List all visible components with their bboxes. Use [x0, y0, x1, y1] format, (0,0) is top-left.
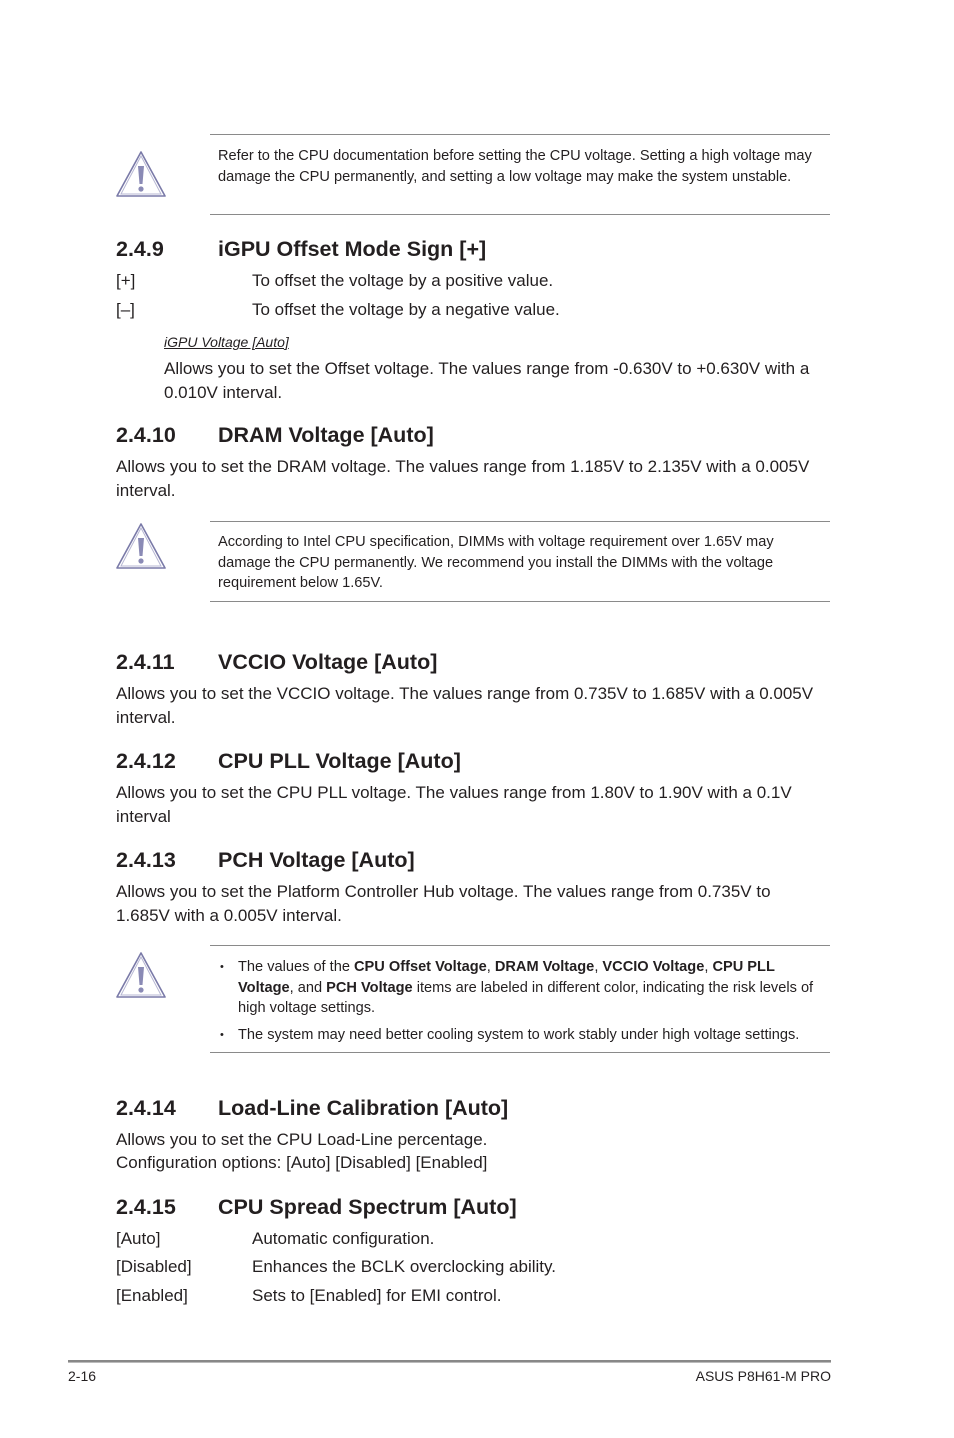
- bold-term: CPU Offset Voltage: [354, 959, 487, 975]
- section-title: iGPU Offset Mode Sign [+]: [218, 237, 487, 261]
- section-title: CPU PLL Voltage [Auto]: [218, 749, 461, 773]
- option-key: [–]: [116, 300, 135, 319]
- option-value: To offset the voltage by a negative value.: [252, 300, 560, 319]
- bold-term: CPU PLL Voltage: [238, 959, 775, 996]
- section-title: CPU Spread Spectrum [Auto]: [218, 1195, 517, 1219]
- option-row: [116, 298, 560, 321]
- option-row: [116, 1255, 556, 1278]
- caution-note-voltage-colors: [210, 945, 830, 1053]
- section-number: 2.4.9: [116, 237, 164, 261]
- warning-triangle-icon: [115, 950, 167, 1000]
- section-title: PCH Voltage [Auto]: [218, 848, 415, 872]
- option-key: [Auto]: [116, 1229, 161, 1248]
- section-heading-2-4-12: [116, 748, 461, 774]
- caution-note-bullet: [218, 1025, 822, 1046]
- section-number: 2.4.13: [116, 848, 176, 872]
- section-description: Allows you to set the DRAM voltage. The values range from 1.185V to 2.135V with a 0.005V interval.: [116, 457, 810, 500]
- option-value: Sets to [Enabled] for EMI control.: [252, 1286, 502, 1305]
- section-number: 2.4.14: [116, 1096, 176, 1120]
- config-label: Configuration options:: [116, 1153, 287, 1172]
- product-name: ASUS P8H61-M PRO: [695, 1368, 831, 1384]
- section-heading-2-4-9: [116, 236, 486, 262]
- page-number: 2-16: [68, 1368, 97, 1384]
- option-key: [Enabled]: [116, 1286, 188, 1305]
- option-value: Enhances the BCLK overclocking ability.: [252, 1257, 556, 1276]
- warning-triangle-icon: [115, 521, 167, 571]
- option-value: To offset the voltage by a positive value.: [252, 271, 554, 290]
- caution-note-bullet: [218, 957, 822, 1019]
- sub-item-description: Allows you to set the Offset voltage. The values range from -0.630V to +0.630V with a 0.010V interval.: [164, 359, 810, 402]
- section-description: Allows you to set the Platform Controller Hub voltage. The values range from 0.735V to 1.685V with a 0.005V interval.: [116, 882, 771, 925]
- section-heading-2-4-11: [116, 649, 437, 675]
- section-heading-2-4-10: [116, 422, 434, 448]
- caution-note-text: Refer to the CPU documentation before setting the CPU voltage. Setting a high voltage may damage the CPU permanently, and setting a low voltage may make the system unstable.: [218, 148, 812, 185]
- option-row: [116, 1284, 501, 1307]
- caution-note-cpu-voltage: [210, 134, 830, 215]
- bold-term: DRAM Voltage: [494, 959, 595, 975]
- section-description: Allows you to set the CPU PLL voltage. The values range from 1.80V to 1.90V with a 0.1V interval: [116, 783, 792, 826]
- section-heading-2-4-14: [116, 1095, 508, 1121]
- bullet-text: items are labeled in different color, indicating the risk levels of high voltage settings.: [238, 979, 814, 1016]
- bullet-text: The values of the: [238, 959, 355, 975]
- section-title: Load-Line Calibration [Auto]: [218, 1096, 509, 1120]
- bullet-text: The system may need better cooling system to work stably under high voltage settings.: [238, 1026, 800, 1043]
- bullet-text: ,: [594, 959, 603, 975]
- option-key: [Disabled]: [116, 1257, 192, 1276]
- section-title: VCCIO Voltage [Auto]: [218, 650, 438, 674]
- bullet-text: ,: [704, 959, 713, 975]
- bold-term: VCCIO Voltage: [602, 959, 705, 975]
- section-number: 2.4.15: [116, 1195, 176, 1219]
- caution-note-list: [218, 957, 822, 1045]
- bullet-text: ,: [486, 959, 495, 975]
- section-number: 2.4.12: [116, 749, 176, 773]
- config-values: [Auto] [Disabled] [Enabled]: [286, 1153, 488, 1172]
- caution-note-text: According to Intel CPU specification, DIMMs with voltage requirement over 1.65V may damage the CPU permanently. We recommend you install the DIMMs with the voltage requirement below 1.65V.: [218, 534, 774, 591]
- section-description: Allows you to set the CPU Load-Line percentage.: [116, 1130, 488, 1149]
- footer-divider: [68, 1360, 831, 1363]
- option-row: [116, 269, 553, 292]
- section-description: Allows you to set the VCCIO voltage. The values range from 0.735V to 1.685V with a 0.005V interval.: [116, 684, 814, 727]
- section-heading-2-4-13: [116, 847, 415, 873]
- sub-item-label: iGPU Voltage [Auto]: [164, 334, 289, 350]
- option-value: Automatic configuration.: [252, 1229, 435, 1248]
- option-row: [116, 1227, 434, 1250]
- caution-note-dimm-voltage: [210, 521, 830, 602]
- bullet-text: , and: [289, 979, 327, 996]
- section-number: 2.4.10: [116, 423, 176, 447]
- section-number: 2.4.11: [116, 650, 175, 674]
- warning-triangle-icon: [115, 149, 167, 199]
- section-title: DRAM Voltage [Auto]: [218, 423, 434, 447]
- option-key: [+]: [116, 271, 136, 290]
- section-heading-2-4-15: [116, 1194, 517, 1220]
- configuration-options: [116, 1151, 836, 1175]
- bold-term: PCH Voltage: [326, 979, 413, 996]
